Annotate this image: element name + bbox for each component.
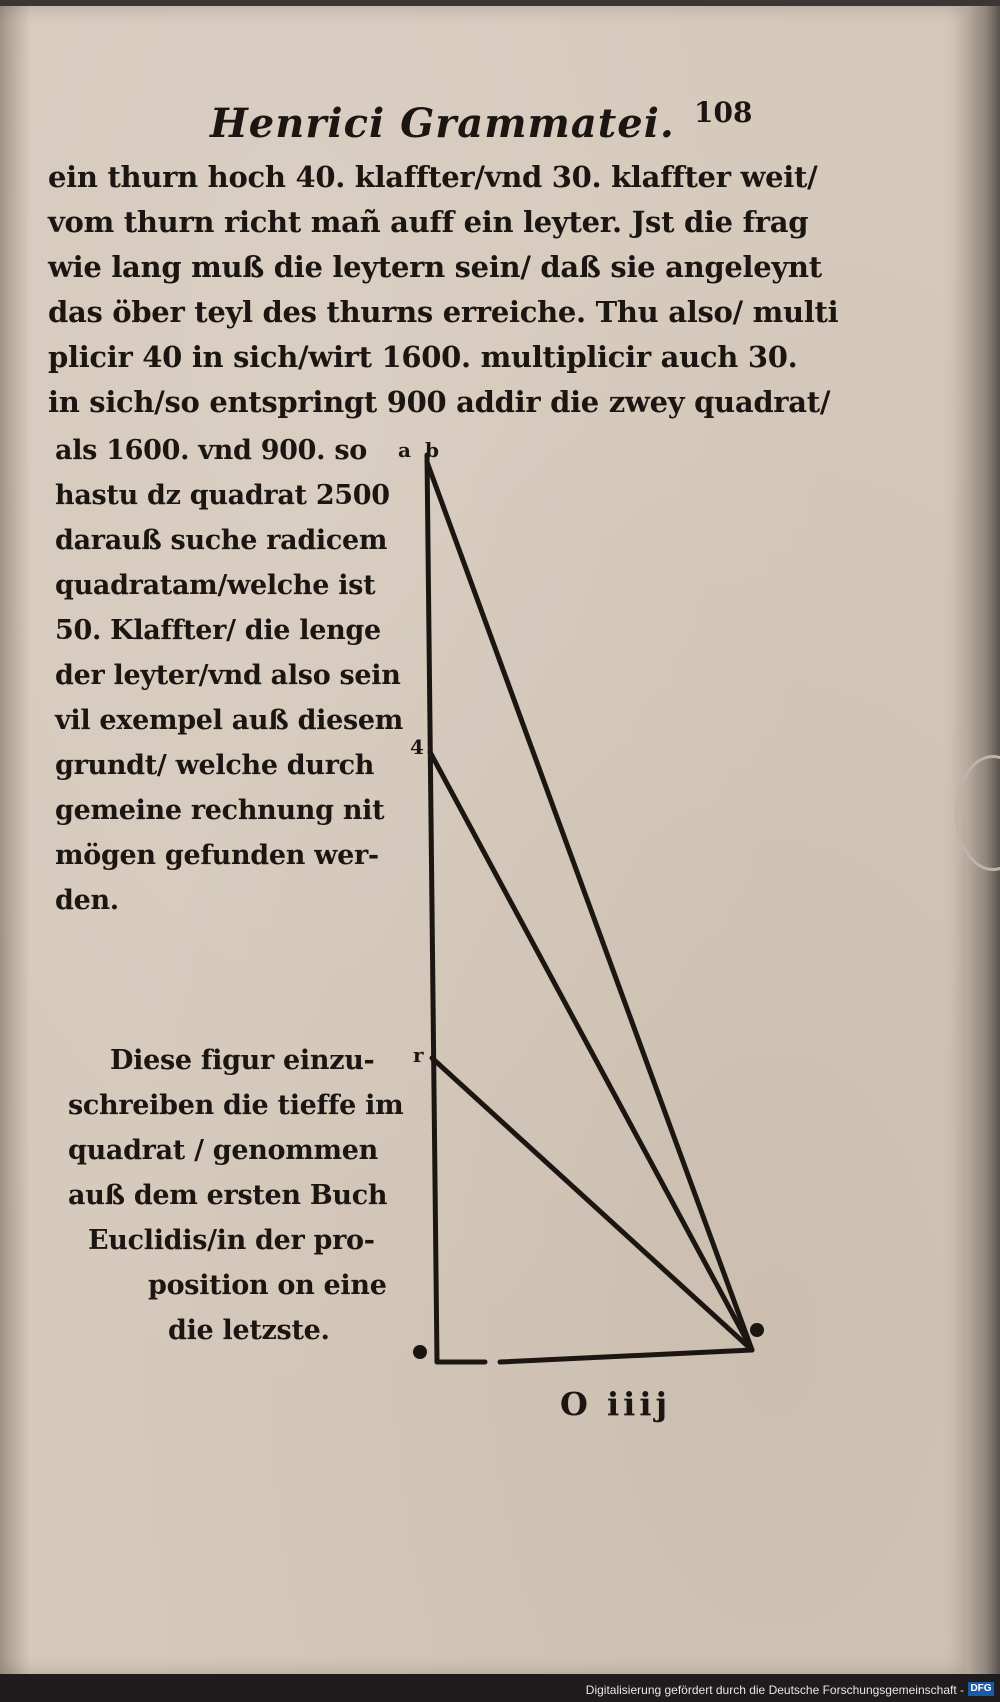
caption-line: Euclidis/in der pro- — [88, 1225, 375, 1256]
dfg-logo: DFG — [968, 1682, 994, 1696]
column-line: hastu dz quadrat 2500 — [55, 480, 390, 511]
page-number: 108 — [694, 96, 753, 129]
running-title: Henrici Grammatei. — [210, 100, 675, 147]
column-line: darauß suche radicem — [55, 525, 388, 556]
column-line: als 1600. vnd 900. so — [55, 435, 367, 466]
caption-line: quadrat / genommen — [68, 1135, 378, 1166]
label-4: 4 — [410, 735, 424, 759]
column-line: 50. Klaffter/ die lenge — [55, 615, 381, 646]
column-line: gemeine rechnung nit — [55, 795, 385, 826]
footer-credit: Digitalisierung gefördert durch die Deutsche Forschungsgemeinschaft - — [585, 1683, 964, 1697]
column-line: quadratam/welche ist — [55, 570, 376, 601]
column-line: der leyter/vnd also sein — [55, 660, 401, 691]
corner-dot — [750, 1323, 764, 1337]
caption-line: position on eine — [148, 1270, 387, 1301]
body-line: in sich/so entspringt 900 addir die zwey quadrat/ — [48, 385, 831, 419]
column-line: vil exempel auß diesem — [55, 705, 404, 736]
label-b: b — [425, 438, 439, 462]
caption-line: auß dem ersten Buch — [68, 1180, 388, 1211]
column-line: den. — [55, 885, 119, 916]
column-line: grundt/ welche durch — [55, 750, 375, 781]
caption-line: Diese figur einzu- — [110, 1045, 375, 1076]
body-line: vom thurn richt mañ auff ein leyter. Jst die frag — [48, 205, 809, 239]
body-line: ein thurn hoch 40. klaffter/vnd 30. klaffter weit/ — [48, 160, 818, 194]
caption-line: schreiben die tieffe im — [68, 1090, 404, 1121]
diagonal-long — [427, 462, 752, 1350]
body-line: das öber teyl des thurns erreiche. Thu also/ multi — [48, 295, 839, 329]
column-line: mögen gefunden wer- — [55, 840, 379, 871]
caption-line: die letzste. — [168, 1315, 330, 1346]
label-r: r — [413, 1043, 424, 1067]
corner-dot — [413, 1345, 427, 1359]
body-line: plicir 40 in sich/wirt 1600. multiplicir auch 30. — [48, 340, 798, 374]
body-line: wie lang muß die leytern sein/ daß sie angeleynt — [48, 250, 822, 284]
signature-mark: O iiij — [560, 1385, 672, 1423]
vertical-line — [427, 455, 437, 1362]
label-a: a — [398, 438, 411, 462]
diagonal-middle — [430, 752, 752, 1350]
base-line — [500, 1350, 752, 1362]
diagonal-short — [432, 1058, 752, 1350]
